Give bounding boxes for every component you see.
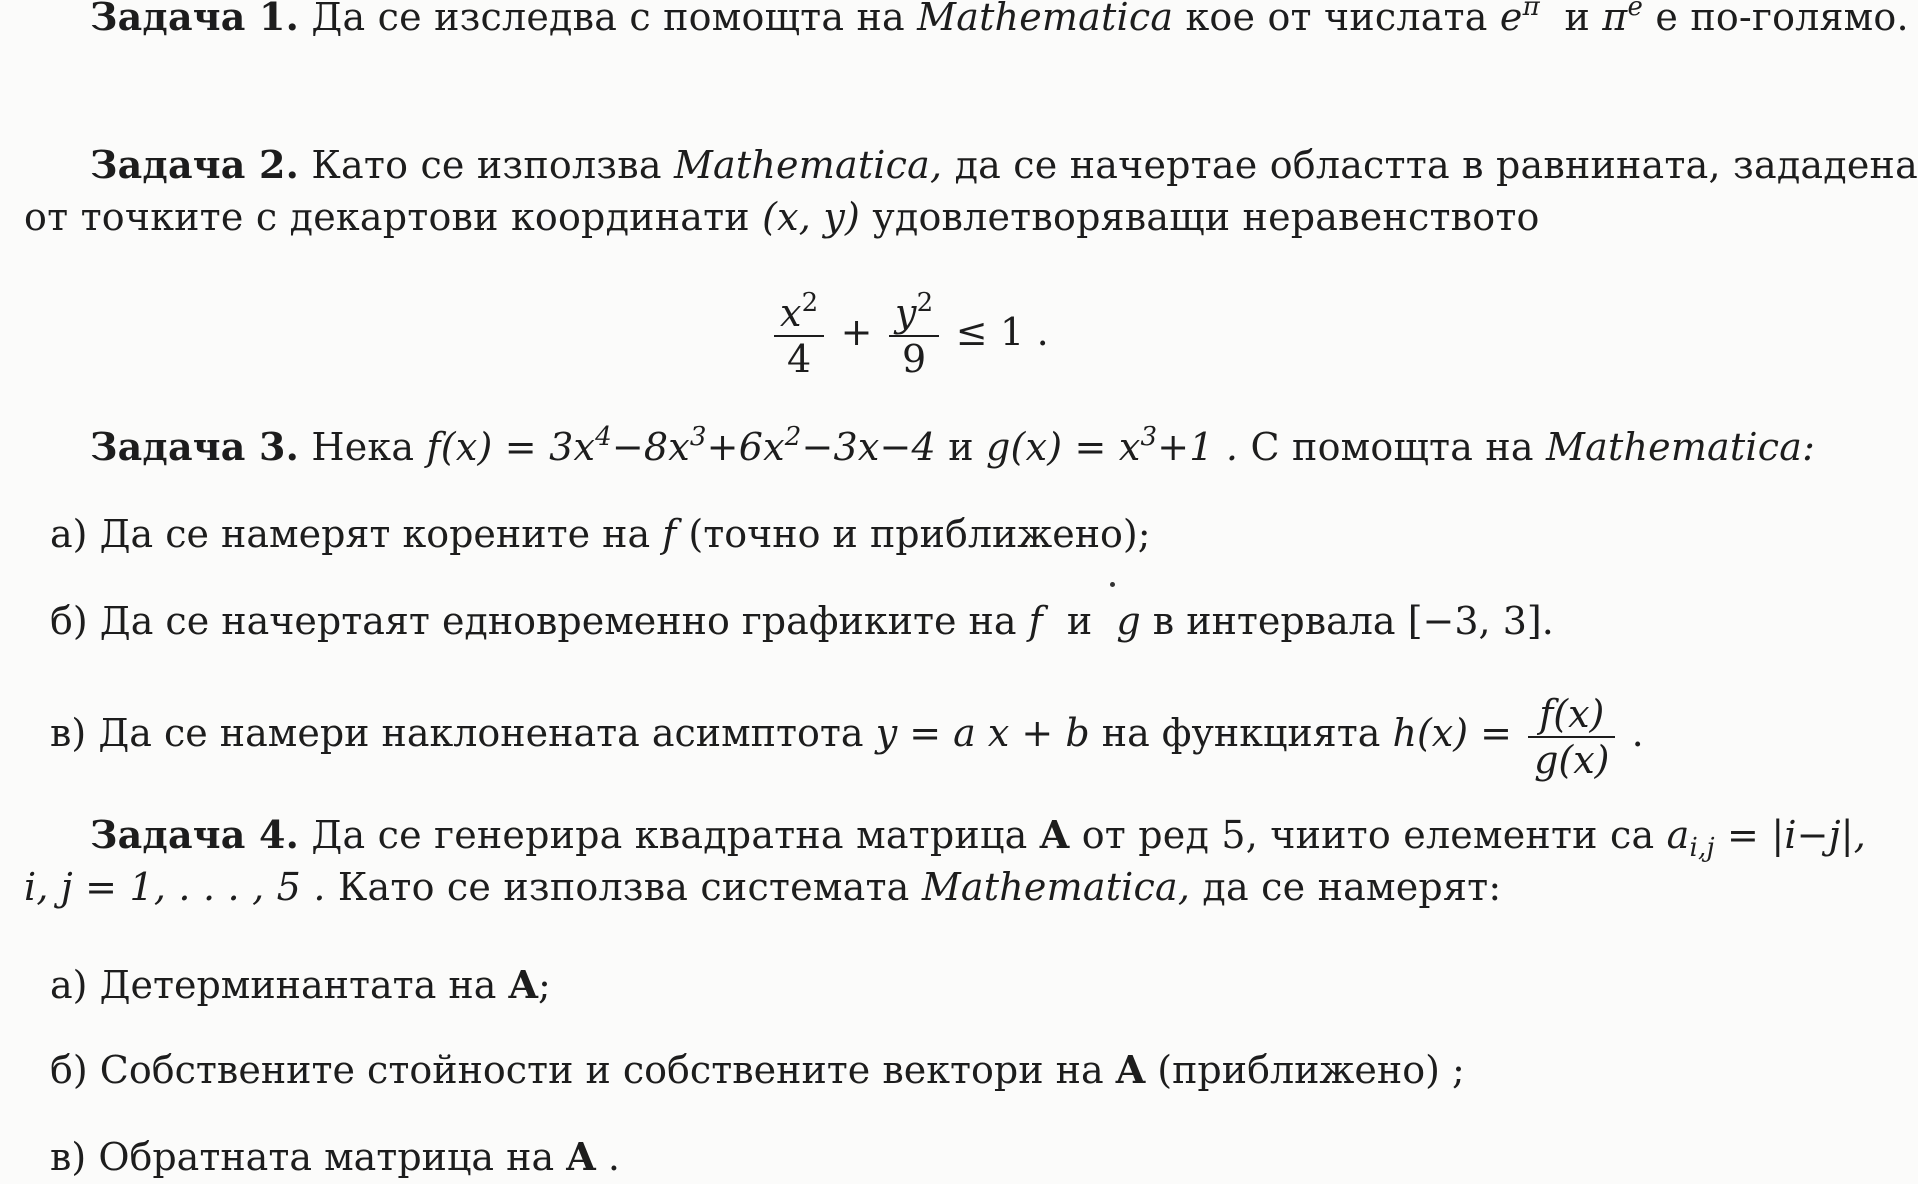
- task4-item-c: [50, 1130, 620, 1184]
- item-end: .: [1631, 711, 1644, 755]
- matrix-A: A: [1115, 1047, 1146, 1092]
- task1-text-3: е по-голямо.: [1655, 0, 1909, 39]
- f-definition: $f(x) = 3x^4-8x^3+6x^2-3x-4$: [426, 422, 936, 469]
- matrix-A: A: [1039, 812, 1070, 857]
- task2-line2-text-a: от точките с декартови координати: [24, 195, 750, 239]
- task1-mathematica: Mathematica: [917, 0, 1174, 39]
- task4-item-a: [50, 958, 551, 1012]
- task2-label: Задача 2.: [90, 142, 300, 187]
- task2-inequality: [770, 282, 1049, 382]
- y-exp: 2: [916, 287, 934, 318]
- task1-text-1: Да се изследва с помощта на: [311, 0, 905, 39]
- task4-item-b: [50, 1043, 1465, 1097]
- aij-expression: $a_{i,j} = |i-j|$,: [1666, 813, 1866, 863]
- matrix-A: A: [566, 1134, 596, 1179]
- task2-text-2: да се начертае областта в равнината, зададена: [954, 143, 1918, 187]
- item-text: Обратната матрица на: [98, 1135, 555, 1179]
- inequality-rhs: ≤ 1 .: [955, 310, 1049, 354]
- task2-line2: [24, 190, 1540, 244]
- item-marker: а): [50, 512, 88, 556]
- item-text: Детерминантата на: [99, 963, 497, 1007]
- task2-line2-text-b: удовлетворяващи неравенството: [872, 195, 1540, 239]
- task1-pi-base: π: [1602, 0, 1628, 39]
- task3-and: и: [948, 425, 974, 469]
- task4-text-2: от ред 5, чиито елементи са: [1081, 813, 1655, 857]
- item-end: (приближено) ;: [1157, 1048, 1465, 1092]
- item-text: Собствените стойности и собствените вектори на: [99, 1048, 1104, 1092]
- task3-text-2: С помощта на: [1250, 425, 1534, 469]
- x-exp: 2: [801, 287, 819, 318]
- task3-item-c: [50, 678, 1644, 788]
- item-marker: в): [50, 711, 87, 755]
- task3-item-b: [50, 594, 1554, 648]
- item-end: .: [607, 1135, 620, 1179]
- item-text-2: на функцията: [1101, 711, 1381, 755]
- task3-item-a: [50, 507, 1151, 561]
- item-marker: б): [50, 599, 88, 643]
- item-text: Да се начертаят едновременно графиките на: [99, 599, 1017, 643]
- y-var: y: [895, 290, 917, 335]
- task4-label: Задача 4.: [90, 812, 300, 857]
- task3-text-1: Нека: [311, 425, 415, 469]
- asymptote-equation: y = a x + b: [875, 711, 1090, 755]
- g-symbol: g: [1116, 599, 1141, 643]
- task3-mathematica: Mathematica:: [1546, 425, 1816, 469]
- task4-text-1: Да се генерира квадратна матрица: [311, 813, 1028, 857]
- task2-text-1: Като се използва: [311, 143, 662, 187]
- index-range: i, j = 1, . . . , 5 .: [24, 865, 326, 909]
- item-text-2: (точно и приближено);: [688, 512, 1151, 556]
- fraction-x-over-4: [774, 287, 824, 381]
- plus-sign: +: [840, 310, 873, 354]
- item-marker: б): [50, 1048, 88, 1092]
- task1-pi-exp: e: [1627, 0, 1644, 22]
- matrix-A: A: [508, 962, 538, 1007]
- x-var: x: [780, 290, 802, 335]
- task4-line2-end: да се намерят:: [1202, 865, 1502, 909]
- denominator-g: g(x): [1534, 737, 1610, 782]
- task3-label: Задача 3.: [90, 424, 300, 469]
- task1-and: и: [1564, 0, 1591, 39]
- denominator-4: 4: [787, 336, 812, 381]
- interval: [−3, 3].: [1407, 599, 1554, 643]
- denominator-9: 9: [902, 336, 927, 381]
- task4-mathematica: Mathematica,: [921, 865, 1191, 909]
- item-marker: в): [50, 1135, 87, 1179]
- task4-line1: [90, 808, 1866, 862]
- g-definition: $g(x) = x^3+1$ .: [986, 422, 1239, 469]
- fraction-f-over-g: [1528, 692, 1615, 782]
- item-text-2: в интервала: [1152, 599, 1396, 643]
- task1-label: Задача 1.: [90, 0, 300, 39]
- numerator-f: f(x): [1528, 692, 1615, 738]
- task1-e-base: e: [1499, 0, 1523, 39]
- task3-line1: [90, 420, 1815, 474]
- task2-coords: (x, y): [762, 195, 861, 239]
- f-symbol: f: [1028, 599, 1043, 643]
- task4-line2-text: Като се използва системата: [337, 865, 910, 909]
- task1-paragraph: [90, 0, 1909, 44]
- task2-mathematica: Mathematica,: [673, 143, 943, 187]
- f-symbol: f: [662, 512, 677, 556]
- task1-text-2: кое от числата: [1185, 0, 1488, 39]
- task4-line2: [24, 860, 1501, 914]
- task1-e-exp: π: [1522, 0, 1540, 22]
- speck: [1110, 582, 1115, 587]
- item-text: Да се намери наклонената асимптота: [98, 711, 864, 755]
- item-and: и: [1066, 599, 1093, 643]
- item-text: Да се намерят корените на: [99, 512, 651, 556]
- item-end: ;: [538, 963, 551, 1007]
- item-marker: а): [50, 963, 88, 1007]
- h-definition: h(x) =: [1392, 711, 1512, 755]
- fraction-y-over-9: [889, 287, 939, 381]
- task2-line1: [90, 138, 1918, 192]
